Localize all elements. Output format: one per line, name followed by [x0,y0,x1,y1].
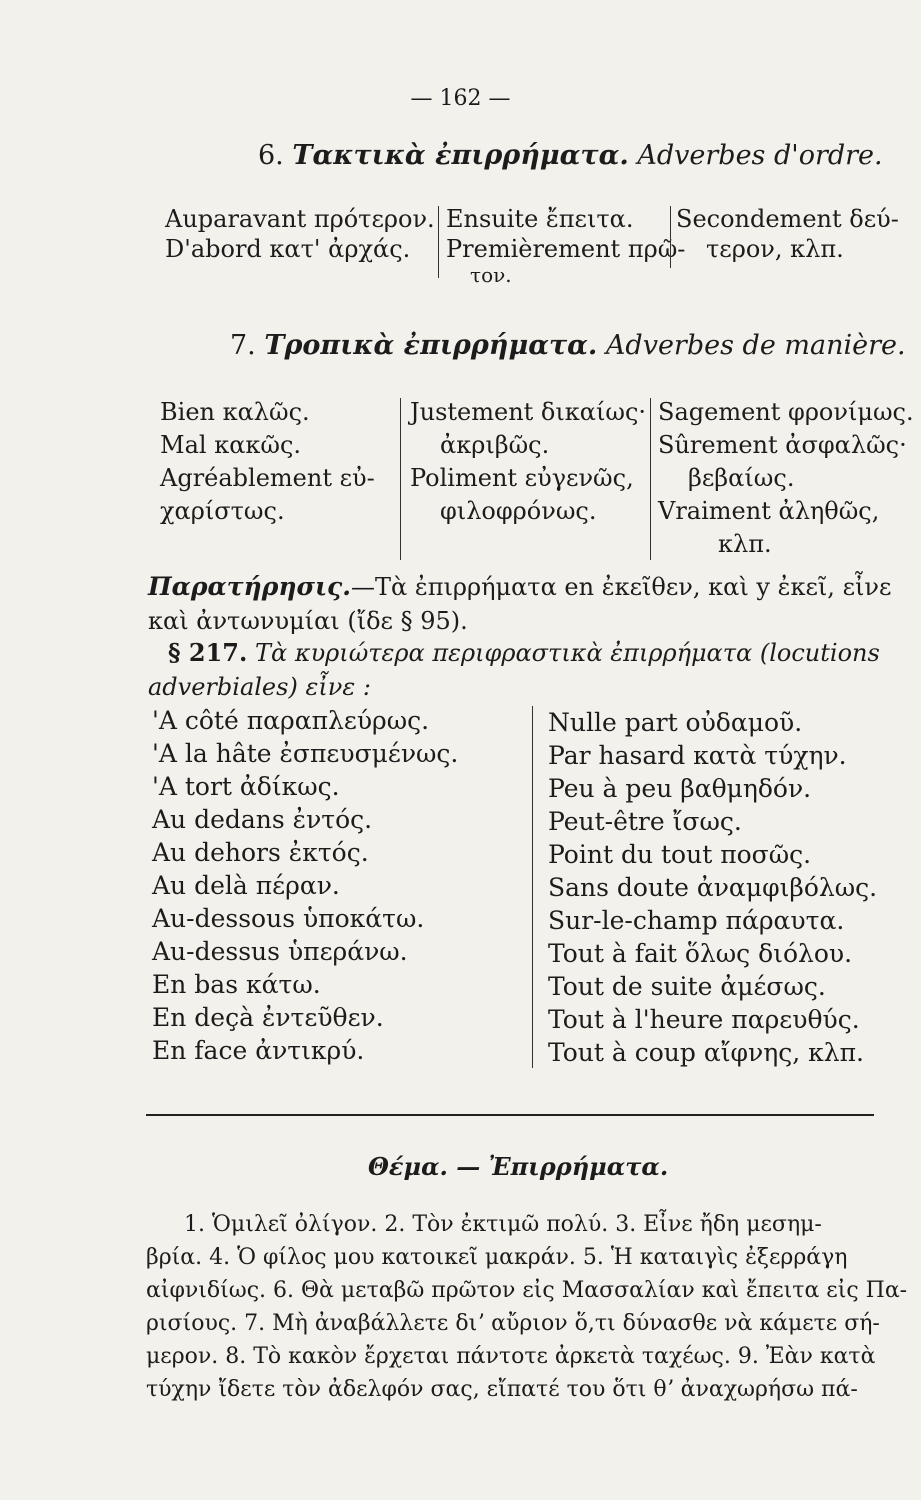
adverb-entry: Bien καλῶς. [160,398,310,426]
exercise-text [146,1208,907,1406]
sec6-col1 [165,204,435,264]
list-item: En bas κάτω. [152,970,321,999]
paragraph-217 [148,636,880,704]
list-item: Tout de suite ἀμέσως. [548,972,826,1001]
list-item: Par hasard κατὰ τύχην. [548,741,847,770]
adverb-entry: Justement δικαίως· [410,398,647,426]
remark [148,570,891,638]
list-item: Au delà πέραν. [152,871,340,900]
adverb-entry: τον. [470,263,512,287]
adverb-entry: Mal κακῶς. [160,431,302,459]
sec6-col3 [676,204,899,264]
adverb-entry: βεβαίως. [688,464,795,492]
exercise-title: Θέμα. — Ἐπιρρήματα. [368,1152,669,1181]
column-divider [670,206,671,268]
adverb-entry: φιλοφρόνως. [440,497,597,525]
column-divider [532,706,533,1068]
list-item: Au dehors ἐκτός. [152,838,369,867]
exercise-line: μερον. 8. Τὸ κακὸν ἔρχεται πάντοτε ἀρκετὰ ταχέως. 9. Ἐὰν κατὰ [146,1344,876,1369]
list-item: En deçà ἐντεῦθεν. [152,1003,384,1032]
exercise-line: βρία. 4. Ὁ φίλος μου κατοικεῖ μακράν. 5. Ἡ καταιγὶς ἐξερράγη [146,1245,848,1270]
section-divider [146,1114,874,1116]
list-item: Au dedans ἐντός. [152,805,373,834]
list-item: Tout à fait ὅλως διόλου. [548,939,853,968]
list-item: Tout à coup αἴφνης, κλπ. [548,1038,864,1067]
adverb-entry: Ensuite ἔπειτα. [446,205,634,233]
section-6-title-french: Adverbes d'ordre. [637,140,883,171]
adverb-entry: Poliment εὐγενῶς, [410,464,634,492]
column-divider [400,398,401,560]
section-6-title-greek: Τακτικὰ ἐπιρρήματα. [292,140,629,171]
section-7-heading [230,330,906,361]
adverb-entry: τερον, κλπ. [706,235,844,263]
page-number: — 162 — [410,86,511,111]
list-item: Sur-le-champ πάραυτα. [548,906,845,935]
sec7-col3 [658,396,914,561]
sec7-col1 [160,396,375,528]
list-item: Peu à peu βαθμηδόν. [548,774,812,803]
adverb-entry: Sûrement ἀσφαλῶς· [658,431,907,459]
adverb-entry: Sagement φρονίμως. [658,398,914,426]
locutions-right-list [548,706,877,1069]
locutions-left-list [152,704,458,1067]
list-item: 'A la hâte ἐσπευσμένως. [152,739,459,768]
list-item: Nulle part οὐδαμοῦ. [548,708,803,737]
list-item: Sans doute ἀναμφιβόλως. [548,873,878,902]
list-item: Au-dessus ὑπεράνω. [152,937,408,966]
column-divider [438,206,439,278]
list-item: 'A tort ἀδίκως. [152,772,340,801]
section-7-number: 7. [230,330,256,361]
adverb-entry: Secondement δεύ- [676,205,899,233]
section-7-title-greek: Τροπικὰ ἐπιρρήματα. [264,330,598,361]
paragraph-mark: § 217. [168,638,248,667]
exercise-line: 1. Ὁμιλεῖ ὀλίγον. 2. Τὸν ἐκτιμῶ πολύ. 3. Εἶνε ἤδη μεσημ- [184,1212,822,1237]
exercise-line: ρισίους. 7. Μὴ ἀναβάλλετε διʼ αὔριον ὅ,τι δύνασθε νὰ κάμετε σή- [146,1311,880,1336]
adverb-entry: χαρίστως. [160,497,285,525]
exercise-line: αἰφνιδίως. 6. Θὰ μεταβῶ πρῶτον εἰς Μασσαλίαν καὶ ἔπειτα εἰς Πα- [146,1278,908,1303]
adverb-entry: κλπ. [718,530,772,558]
list-item: Tout à l'heure παρευθύς. [548,1005,860,1034]
adverb-entry: Agréablement εὐ- [160,464,375,492]
list-item: Au-dessous ὑποκάτω. [152,904,425,933]
list-item: 'A côté παραπλεύρως. [152,706,430,735]
sec6-col2 [446,204,685,286]
remark-label: Παρατήρησις. [148,572,351,601]
exercise-line: τύχην ἴδετε τὸν ἀδελφόν σας, εἴπατέ του ὅτι θʼ ἀναχωρήσω πά- [146,1377,858,1402]
list-item: Peut-être ἴσως. [548,807,742,836]
section-7-title-french: Adverbes de manière. [605,330,906,361]
column-divider [650,398,651,560]
paragraph-217-line2: adverbiales) εἶνε : [148,673,371,701]
sec7-col2 [410,396,646,528]
paragraph-217-line1: Τὰ κυριώτερα περιφραστικὰ ἐπιρρήματα (locutions [255,639,880,667]
adverb-entry: ἀκριβῶς. [440,431,550,459]
section-6-number: 6. [258,140,284,171]
remark-text-line1: —Τὰ ἐπιρρήματα en ἐκεῖθεν, καὶ y ἐκεῖ, εἶνε [350,573,892,601]
adverb-entry: D'abord κατ' ἀρχάς. [165,235,411,263]
section-6-heading [258,140,883,171]
list-item: Point du tout ποσῶς. [548,840,812,869]
adverb-entry: Auparavant πρότερον. [165,205,435,233]
remark-text-line2: καὶ ἀντωνυμίαι (ἴδε § 95). [148,607,468,635]
adverb-entry: Vraiment ἀληθῶς, [658,497,880,525]
list-item: En face ἀντικρύ. [152,1036,365,1065]
adverb-entry: Premièrement πρῶ- [446,235,686,263]
